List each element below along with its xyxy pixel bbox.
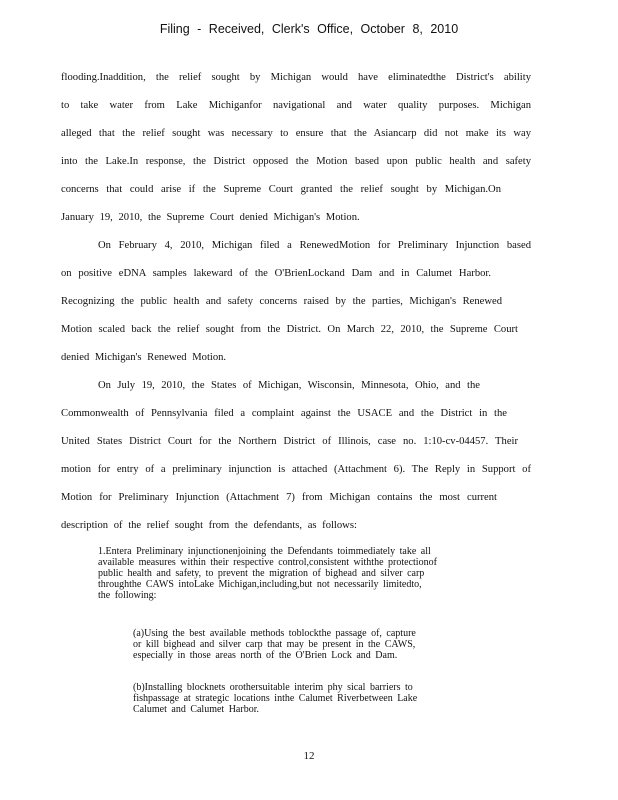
paragraph-line: flooding.Inaddition, the relief sought by Michigan would have eliminatedthe District's ability <box>61 72 531 83</box>
filing-header: Filing - Received, Clerk's Office, October 8, 2010 <box>159 22 459 36</box>
paragraph-line: January 19, 2010, the Supreme Court denied Michigan's Motion. <box>61 212 360 223</box>
paragraph-line: to take water from Lake Michiganfor navigational and water quality purposes. Michigan <box>61 100 531 111</box>
paragraph-line: alleged that the relief sought was necessary to ensure that the Asiancarp did not make its way <box>61 128 531 139</box>
quote-line: fishpassage at strategic locations inthe Calumet Riverbetween Lake <box>133 693 418 704</box>
quote-line: Calumet and Calumet Harbor. <box>133 704 259 715</box>
quote-line: the following: <box>98 590 157 601</box>
paragraph-line: into the Lake.In response, the District opposed the Motion based upon public health and safety <box>61 156 531 167</box>
paragraph-line: Recognizing the public health and safety concerns raised by the parties, Michigan's Renewed <box>61 296 502 307</box>
paragraph-line: On July 19, 2010, the States of Michigan, Wisconsin, Minnesota, Ohio, and the <box>98 380 480 391</box>
quote-line: (a)Using the best available methods toblockthe passage of, capture <box>133 628 416 639</box>
paragraph-line: Commonwealth of Pennsylvania filed a complaint against the USACE and the District in the <box>61 408 507 419</box>
quote-line: or kill bighead and silver carp that may be present in the CAWS, <box>133 639 416 650</box>
paragraph-line: concerns that could arise if the Supreme Court granted the relief sought by Michigan.On <box>61 184 501 195</box>
quoted-relief-subitem-a <box>133 628 463 661</box>
paragraph-line: United States District Court for the Northern District of Illinois, case no. 1:10-cv-04457. Their <box>61 436 518 447</box>
paragraph-line: description of the relief sought from the defendants, as follows: <box>61 520 357 531</box>
paragraph-line: On February 4, 2010, Michigan filed a RenewedMotion for Preliminary Injunction based <box>98 240 531 251</box>
quote-line: public health and safety, to prevent the migration of bighead and silver carp <box>98 568 425 579</box>
quote-line: available measures within their respective control,consistent withthe protectionof <box>98 557 437 568</box>
quote-line: throughthe CAWS intoLake Michigan,including,but not necessarily limitedto, <box>98 579 422 590</box>
paragraph-line: Motion scaled back the relief sought from the District. On March 22, 2010, the Supreme Court <box>61 324 518 335</box>
paragraph-line: Motion for Preliminary Injunction (Attachment 7) from Michigan contains the most current <box>61 492 497 503</box>
quote-line: especially in those areas north of the O'Brien Lock and Dam. <box>133 650 398 661</box>
quoted-relief-subitem-b <box>133 682 473 715</box>
paragraph-line: motion for entry of a preliminary injunction is attached (Attachment 6). The Reply in Support of <box>61 464 531 475</box>
paragraph-line: denied Michigan's Renewed Motion. <box>61 352 227 363</box>
page-number: 12 <box>303 750 315 762</box>
quoted-relief-item-1 <box>98 546 478 601</box>
quote-line: 1.Entera Preliminary injunctionenjoining the Defendants toimmediately take all <box>98 546 431 557</box>
quote-line: (b)Installing blocknets orothersuitable interim phy sical barriers to <box>133 682 413 693</box>
paragraph-line: on positive eDNA samples lakeward of the O'BrienLockand Dam and in Calumet Harbor. <box>61 268 491 279</box>
